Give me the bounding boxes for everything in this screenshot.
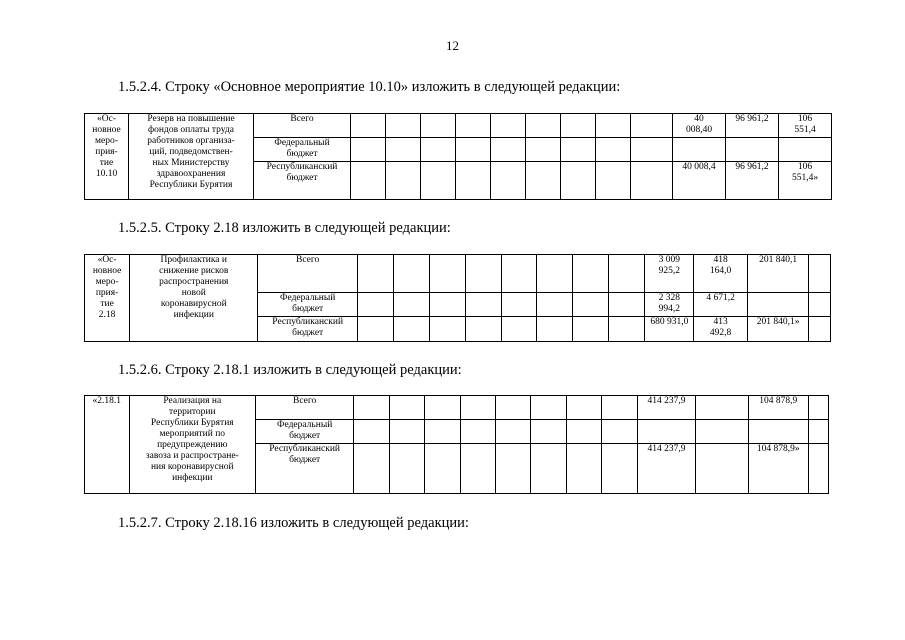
value-cell: 104 878,9: [748, 396, 808, 420]
funding-label: Всего: [258, 255, 358, 293]
row-code: «Ос- новное меро- прия- тие 10.10: [85, 114, 129, 200]
funding-label: Республиканский бюджет: [254, 162, 351, 200]
value-cell: 2 328 994,2: [645, 293, 694, 317]
value-cell: 106 551,4»: [779, 162, 832, 200]
table-3: [84, 395, 829, 494]
funding-label: Всего: [254, 114, 351, 138]
table-1: [84, 113, 832, 200]
value-cell: 96 961,2: [726, 114, 779, 138]
value-cell: 106 551,4: [779, 114, 832, 138]
value-cell: 4 671,2: [694, 293, 747, 317]
value-cell: 680 931,0: [645, 317, 694, 342]
value-cell: 414 237,9: [637, 396, 696, 420]
value-cell: [747, 293, 809, 317]
row-code: «Ос- новное меро- прия- тие 2.18: [85, 255, 130, 342]
value-cell: 3 009 925,2: [645, 255, 694, 293]
value-cell: 418 164,0: [694, 255, 747, 293]
value-cell: 414 237,9: [637, 444, 696, 494]
section-heading-1: 1.5.2.4. Строку «Основное мероприятие 10.10» изложить в следующей редакции:: [118, 79, 621, 95]
value-cell: 413 492,8: [694, 317, 747, 342]
funding-label: Всего: [256, 396, 354, 420]
funding-label: Федеральный бюджет: [254, 138, 351, 162]
value-cell: 96 961,2: [726, 162, 779, 200]
section-heading-2: 1.5.2.5. Строку 2.18 изложить в следующей редакции:: [118, 220, 451, 236]
funding-label: Федеральный бюджет: [258, 293, 358, 317]
value-cell: 40 008,4: [673, 162, 726, 200]
funding-label: Республиканский бюджет: [256, 444, 354, 494]
funding-label: Федеральный бюджет: [256, 420, 354, 444]
value-cell: 40 008,40: [673, 114, 726, 138]
section-heading-3: 1.5.2.6. Строку 2.18.1 изложить в следующей редакции:: [118, 362, 462, 378]
page-number: 12: [446, 38, 459, 53]
row-name: Реализация на территории Республики Бурятия мероприятий по предупреждению завоза и распростране- ния коронавирусной инфекции: [129, 396, 256, 494]
value-cell: 201 840,1»: [747, 317, 809, 342]
section-heading-4: 1.5.2.7. Строку 2.18.16 изложить в следующей редакции:: [118, 515, 469, 531]
value-cell: [696, 444, 749, 494]
row-name: Профилактика и снижение рисков распространения новой коронавирусной инфекции: [130, 255, 258, 342]
value-cell: [696, 396, 749, 420]
funding-label: Республиканский бюджет: [258, 317, 358, 342]
value-cell: 201 840,1: [747, 255, 809, 293]
value-cell: 104 878,9»: [748, 444, 808, 494]
row-name: Резерв на повышение фондов оплаты труда работников организа- ций, подведомствен- ных Министерству здравоохранения Республики Бурятия: [129, 114, 254, 200]
table-2: [84, 254, 831, 342]
row-code: «2.18.1: [85, 396, 130, 494]
